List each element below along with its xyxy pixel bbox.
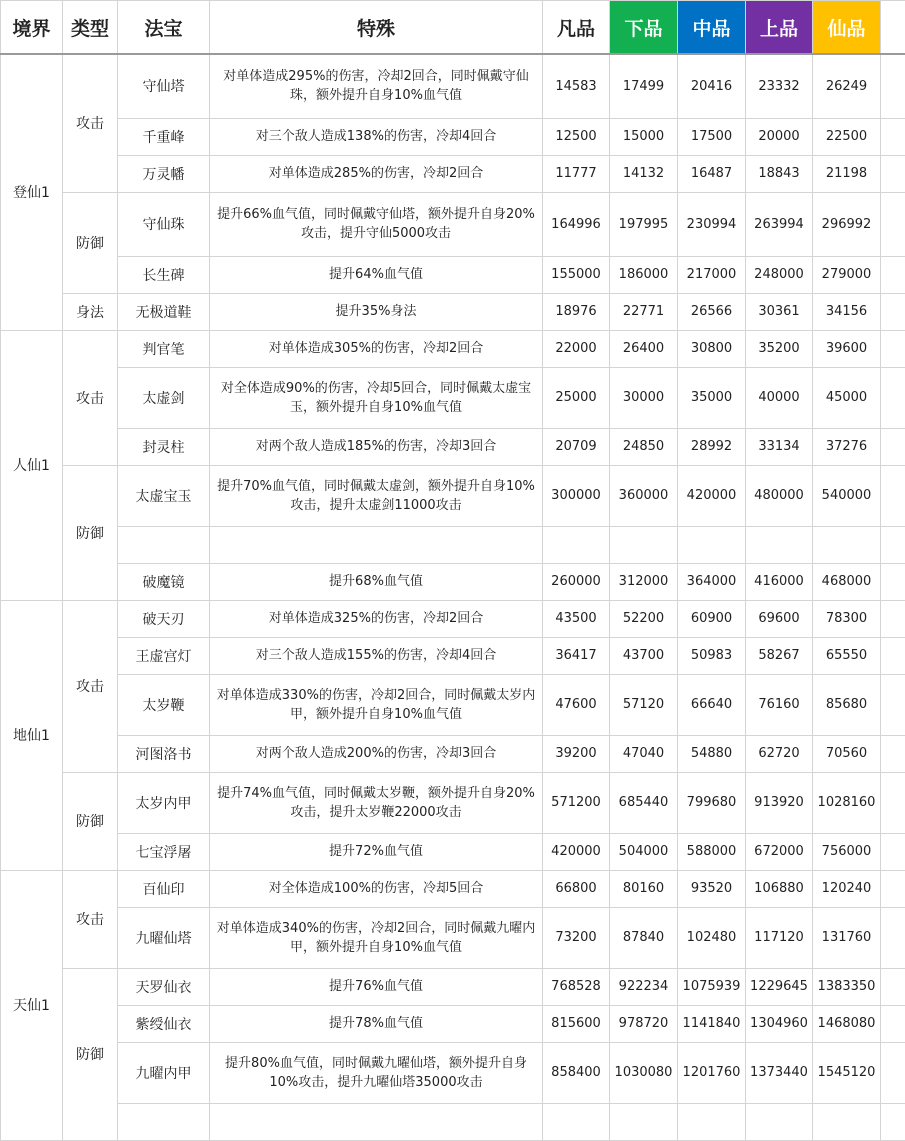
value-fan: 22000 [543,330,610,367]
value-shang: 69600 [746,600,813,637]
table-row [1,54,905,118]
value-zhong: 17500 [678,118,746,155]
value-fan: 66800 [543,870,610,907]
blank-cell [881,735,905,772]
empty-cell [678,1103,746,1140]
blank-cell [881,367,905,428]
value-shang: 30361 [746,293,813,330]
header-quality-zhong: 中品 [678,1,746,55]
value-zhong: 364000 [678,563,746,600]
value-shang: 35200 [746,330,813,367]
blank-cell [881,428,905,465]
blank-cell [881,1042,905,1103]
blank-cell [881,833,905,870]
realm-cell: 地仙1 [1,600,63,870]
treasure-desc: 提升74%血气值，同时佩戴太岁鞭，额外提升自身20%攻击，提升太岁鞭22000攻击 [210,772,543,833]
table-row [1,772,905,833]
empty-cell [543,1103,610,1140]
value-fan: 420000 [543,833,610,870]
value-shang: 913920 [746,772,813,833]
empty-cell [543,526,610,563]
realm-cell: 天仙1 [1,870,63,1140]
value-xian: 85680 [813,674,881,735]
treasure-desc: 对全体造成90%的伤害，冷却5回合，同时佩戴太虚宝玉，额外提升自身10%血气值 [210,367,543,428]
value-xian: 1028160 [813,772,881,833]
table-row [1,330,905,367]
treasure-desc: 对单体造成305%的伤害，冷却2回合 [210,330,543,367]
value-fan: 300000 [543,465,610,526]
blank-cell [881,54,905,118]
value-zhong: 26566 [678,293,746,330]
header-blank [881,1,905,55]
table-row [1,1042,905,1103]
treasure-desc: 对全体造成100%的伤害，冷却5回合 [210,870,543,907]
table-row [1,674,905,735]
value-zhong: 16487 [678,155,746,192]
category-cell: 身法 [63,293,118,330]
value-zhong: 35000 [678,367,746,428]
value-zhong: 20416 [678,54,746,118]
value-shang: 248000 [746,256,813,293]
value-zhong: 1201760 [678,1042,746,1103]
blank-cell [881,293,905,330]
value-xian: 37276 [813,428,881,465]
value-xia: 26400 [610,330,678,367]
treasure-name: 九曜内甲 [118,1042,210,1103]
empty-cell [746,1103,813,1140]
value-shang: 62720 [746,735,813,772]
empty-cell [210,1103,543,1140]
blank-cell [881,1005,905,1042]
value-zhong: 420000 [678,465,746,526]
treasure-desc: 对单体造成295%的伤害，冷却2回合，同时佩戴守仙珠，额外提升自身10%血气值 [210,54,543,118]
value-shang: 23332 [746,54,813,118]
value-zhong: 60900 [678,600,746,637]
blank-cell [881,968,905,1005]
treasure-name: 太虚剑 [118,367,210,428]
value-xian: 39600 [813,330,881,367]
value-xian: 131760 [813,907,881,968]
value-xian: 1545120 [813,1042,881,1103]
blank-cell [881,330,905,367]
table-row [1,367,905,428]
blank-cell [881,772,905,833]
treasure-name: 太虚宝玉 [118,465,210,526]
value-fan: 36417 [543,637,610,674]
empty-cell [210,526,543,563]
empty-cell [118,526,210,563]
treasure-name: 长生碑 [118,256,210,293]
value-fan: 47600 [543,674,610,735]
header-quality-xia: 下品 [610,1,678,55]
value-fan: 14583 [543,54,610,118]
value-xia: 57120 [610,674,678,735]
value-fan: 815600 [543,1005,610,1042]
treasure-desc: 提升76%血气值 [210,968,543,1005]
treasure-name: 百仙印 [118,870,210,907]
header-realm: 境界 [1,1,63,55]
treasure-desc: 对三个敌人造成155%的伤害，冷却4回合 [210,637,543,674]
header-quality-xian: 仙品 [813,1,881,55]
value-zhong: 30800 [678,330,746,367]
empty-row [1,1103,905,1140]
value-shang: 1229645 [746,968,813,1005]
value-xia: 17499 [610,54,678,118]
category-cell: 攻击 [63,330,118,465]
treasure-desc: 对三个敌人造成138%的伤害，冷却4回合 [210,118,543,155]
value-xia: 504000 [610,833,678,870]
value-shang: 1373440 [746,1042,813,1103]
empty-cell [610,1103,678,1140]
value-xia: 186000 [610,256,678,293]
value-shang: 58267 [746,637,813,674]
category-cell: 防御 [63,192,118,293]
table-row [1,155,905,192]
treasure-name: 破魔镜 [118,563,210,600]
value-xia: 47040 [610,735,678,772]
treasure-desc: 对单体造成340%的伤害，冷却2回合，同时佩戴九曜内甲，额外提升自身10%血气值 [210,907,543,968]
empty-cell [813,526,881,563]
table-row [1,968,905,1005]
treasure-desc: 提升64%血气值 [210,256,543,293]
value-zhong: 1141840 [678,1005,746,1042]
empty-cell [118,1103,210,1140]
treasure-name: 紫绶仙衣 [118,1005,210,1042]
blank-cell [881,637,905,674]
blank-cell [881,465,905,526]
treasure-name: 封灵柱 [118,428,210,465]
value-zhong: 102480 [678,907,746,968]
value-fan: 768528 [543,968,610,1005]
treasure-name: 天罗仙衣 [118,968,210,1005]
value-xia: 922234 [610,968,678,1005]
value-fan: 260000 [543,563,610,600]
empty-cell [813,1103,881,1140]
value-zhong: 217000 [678,256,746,293]
value-fan: 155000 [543,256,610,293]
value-zhong: 230994 [678,192,746,256]
treasure-name: 守仙珠 [118,192,210,256]
treasure-name: 七宝浮屠 [118,833,210,870]
value-xia: 15000 [610,118,678,155]
empty-cell [881,1103,905,1140]
treasure-desc: 提升66%血气值，同时佩戴守仙塔，额外提升自身20%攻击，提升守仙5000攻击 [210,192,543,256]
value-xia: 685440 [610,772,678,833]
value-shang: 106880 [746,870,813,907]
value-shang: 40000 [746,367,813,428]
value-fan: 20709 [543,428,610,465]
value-zhong: 54880 [678,735,746,772]
blank-cell [881,155,905,192]
empty-cell [881,526,905,563]
table-row [1,735,905,772]
value-xian: 26249 [813,54,881,118]
value-xia: 312000 [610,563,678,600]
treasure-desc: 提升80%血气值，同时佩戴九曜仙塔，额外提升自身10%攻击，提升九曜仙塔35000攻击 [210,1042,543,1103]
value-xian: 1383350 [813,968,881,1005]
table-row [1,256,905,293]
treasure-desc: 提升78%血气值 [210,1005,543,1042]
blank-cell [881,118,905,155]
category-cell: 防御 [63,772,118,870]
table-row [1,118,905,155]
treasure-desc: 对单体造成330%的伤害，冷却2回合，同时佩戴太岁内甲，额外提升自身10%血气值 [210,674,543,735]
value-xia: 360000 [610,465,678,526]
empty-cell [610,526,678,563]
treasure-desc: 对两个敌人造成200%的伤害，冷却3回合 [210,735,543,772]
empty-cell [678,526,746,563]
value-xian: 45000 [813,367,881,428]
value-fan: 164996 [543,192,610,256]
header-treasure: 法宝 [118,1,210,55]
table-row [1,907,905,968]
value-xian: 22500 [813,118,881,155]
table-row [1,192,905,256]
value-xian: 70560 [813,735,881,772]
blank-cell [881,192,905,256]
header-special: 特殊 [210,1,543,55]
header-row [1,1,905,55]
header-quality-fan: 凡品 [543,1,610,55]
treasure-name: 无极道鞋 [118,293,210,330]
value-xia: 22771 [610,293,678,330]
treasure-name: 万灵幡 [118,155,210,192]
value-xia: 14132 [610,155,678,192]
value-fan: 43500 [543,600,610,637]
blank-cell [881,256,905,293]
category-cell: 攻击 [63,54,118,192]
table-row [1,428,905,465]
table-row [1,870,905,907]
blank-cell [881,674,905,735]
table-row [1,600,905,637]
value-xian: 468000 [813,563,881,600]
table-row [1,833,905,870]
value-zhong: 50983 [678,637,746,674]
value-xia: 43700 [610,637,678,674]
category-cell: 防御 [63,968,118,1140]
table-row [1,1005,905,1042]
value-zhong: 93520 [678,870,746,907]
treasure-desc: 提升70%血气值，同时佩戴太虚剑，额外提升自身10%攻击，提升太虚剑11000攻击 [210,465,543,526]
header-type: 类型 [63,1,118,55]
category-cell: 攻击 [63,870,118,968]
realm-cell: 人仙1 [1,330,63,600]
value-fan: 571200 [543,772,610,833]
value-zhong: 799680 [678,772,746,833]
value-fan: 39200 [543,735,610,772]
value-fan: 11777 [543,155,610,192]
value-fan: 858400 [543,1042,610,1103]
table-row [1,563,905,600]
value-shang: 18843 [746,155,813,192]
value-xia: 978720 [610,1005,678,1042]
treasure-desc: 提升68%血气值 [210,563,543,600]
empty-row [1,526,905,563]
table-row [1,465,905,526]
treasure-name: 九曜仙塔 [118,907,210,968]
value-xia: 87840 [610,907,678,968]
treasure-desc: 提升35%身法 [210,293,543,330]
blank-cell [881,600,905,637]
value-zhong: 588000 [678,833,746,870]
table-row [1,293,905,330]
treasure-name: 太岁鞭 [118,674,210,735]
value-zhong: 66640 [678,674,746,735]
value-xia: 24850 [610,428,678,465]
value-shang: 33134 [746,428,813,465]
value-zhong: 1075939 [678,968,746,1005]
treasure-name: 王虚宫灯 [118,637,210,674]
treasure-name: 守仙塔 [118,54,210,118]
treasure-name: 千重峰 [118,118,210,155]
treasure-desc: 对两个敌人造成185%的伤害，冷却3回合 [210,428,543,465]
blank-cell [881,907,905,968]
table-row [1,637,905,674]
value-xian: 540000 [813,465,881,526]
treasure-name: 河图洛书 [118,735,210,772]
value-xian: 279000 [813,256,881,293]
value-xia: 197995 [610,192,678,256]
value-xia: 1030080 [610,1042,678,1103]
value-xian: 78300 [813,600,881,637]
value-fan: 18976 [543,293,610,330]
header-quality-shang: 上品 [746,1,813,55]
value-xian: 34156 [813,293,881,330]
category-cell: 攻击 [63,600,118,772]
value-shang: 263994 [746,192,813,256]
value-xia: 30000 [610,367,678,428]
value-xian: 21198 [813,155,881,192]
treasure-desc: 提升72%血气值 [210,833,543,870]
category-cell: 防御 [63,465,118,600]
value-shang: 672000 [746,833,813,870]
value-zhong: 28992 [678,428,746,465]
empty-cell [746,526,813,563]
value-shang: 416000 [746,563,813,600]
realm-cell: 登仙1 [1,54,63,330]
value-xia: 80160 [610,870,678,907]
value-shang: 117120 [746,907,813,968]
value-xian: 65550 [813,637,881,674]
treasure-name: 太岁内甲 [118,772,210,833]
blank-cell [881,563,905,600]
value-xian: 756000 [813,833,881,870]
value-shang: 76160 [746,674,813,735]
treasure-desc: 对单体造成285%的伤害，冷却2回合 [210,155,543,192]
value-shang: 20000 [746,118,813,155]
value-xian: 120240 [813,870,881,907]
blank-cell [881,870,905,907]
value-shang: 1304960 [746,1005,813,1042]
value-fan: 25000 [543,367,610,428]
treasure-name: 判官笔 [118,330,210,367]
value-fan: 12500 [543,118,610,155]
treasure-name: 破天刃 [118,600,210,637]
value-fan: 73200 [543,907,610,968]
value-shang: 480000 [746,465,813,526]
treasure-desc: 对单体造成325%的伤害，冷却2回合 [210,600,543,637]
value-xian: 296992 [813,192,881,256]
value-xian: 1468080 [813,1005,881,1042]
value-xia: 52200 [610,600,678,637]
